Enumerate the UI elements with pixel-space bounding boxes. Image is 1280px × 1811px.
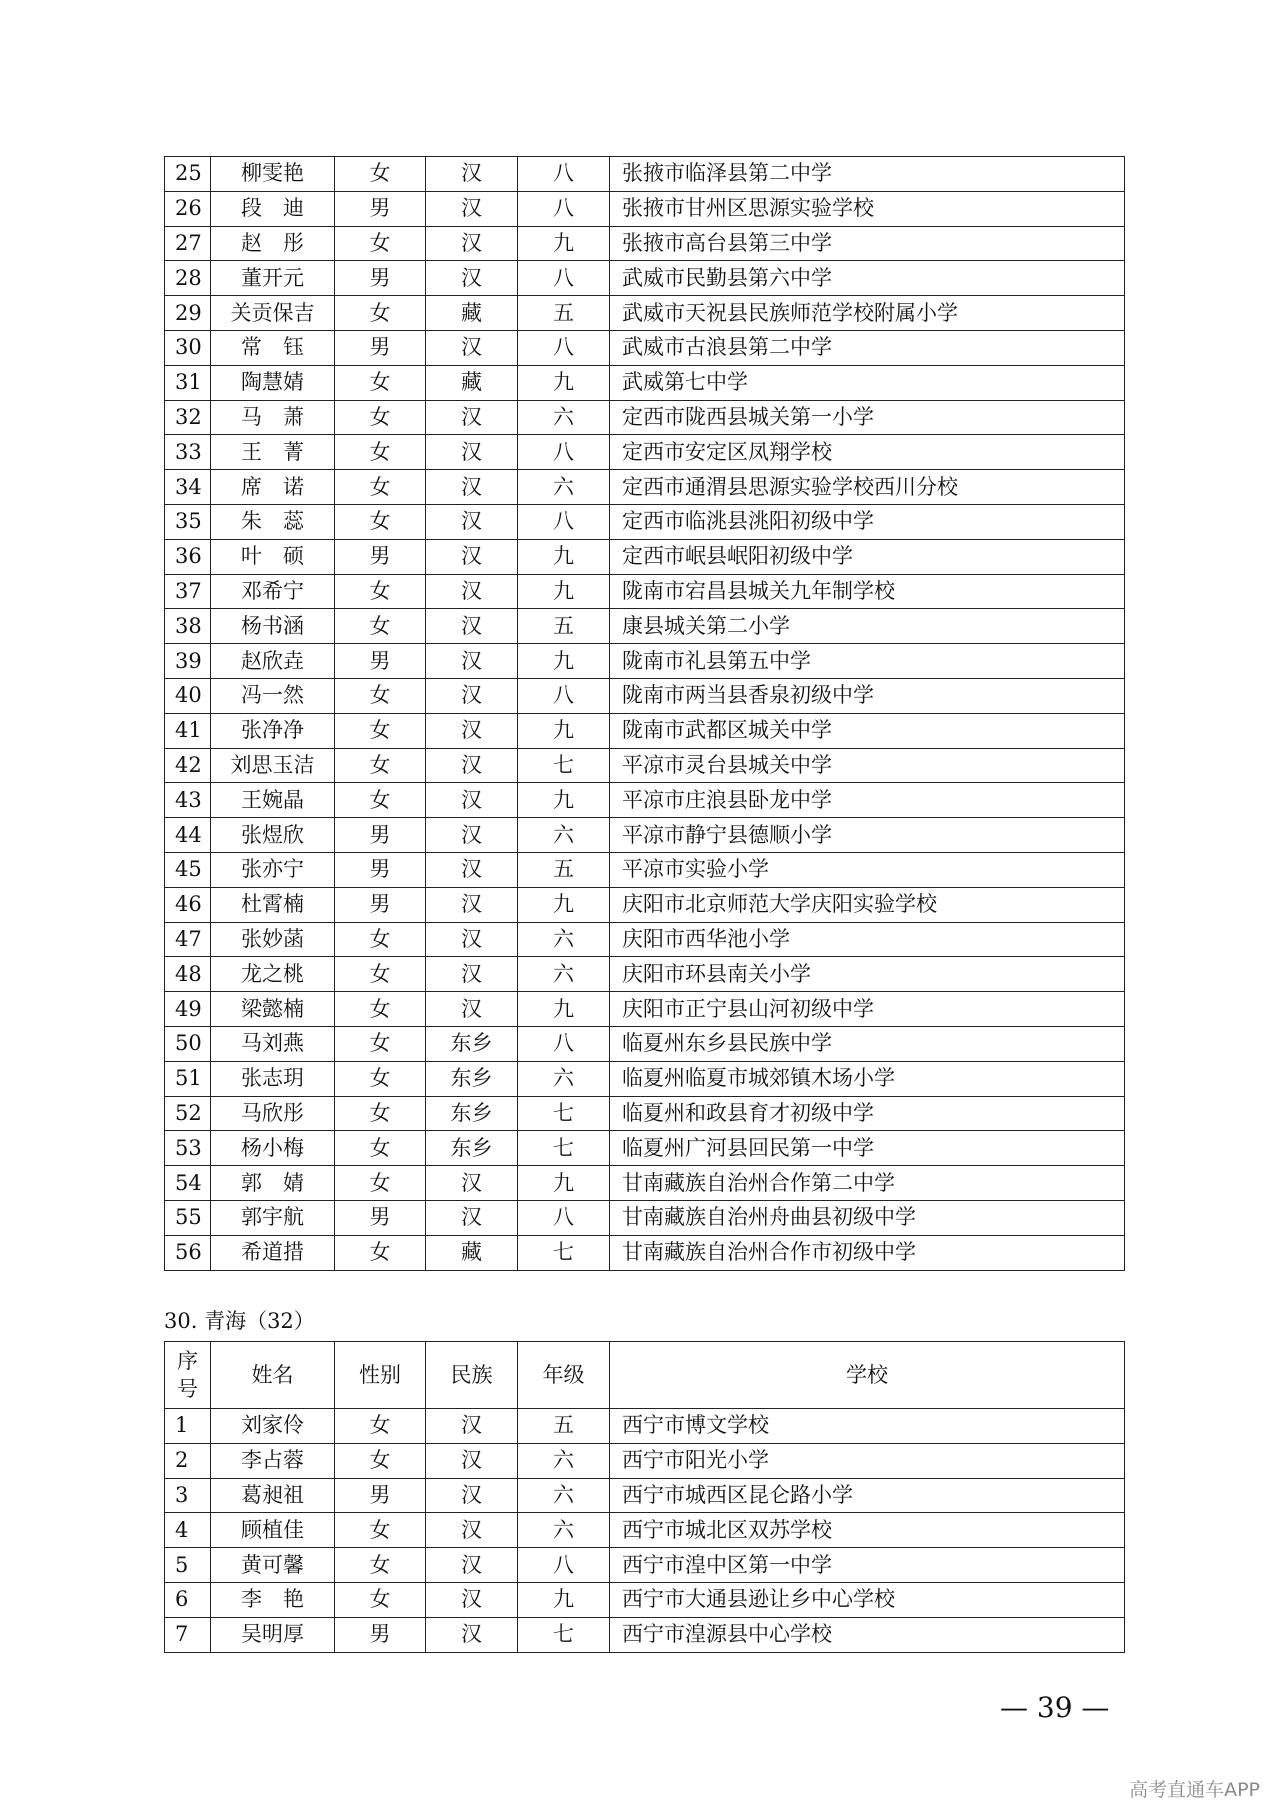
ethnicity-cell: 汉 bbox=[426, 330, 518, 365]
gender-cell: 女 bbox=[335, 1513, 426, 1548]
table-row bbox=[165, 1478, 1125, 1513]
seq-cell: 2 bbox=[165, 1443, 211, 1478]
gender-cell: 女 bbox=[335, 365, 426, 400]
seq-cell: 31 bbox=[165, 365, 211, 400]
school-cell: 平凉市实验小学 bbox=[610, 852, 1125, 887]
gender-cell: 男 bbox=[335, 852, 426, 887]
ethnicity-cell: 汉 bbox=[426, 818, 518, 853]
table-row bbox=[165, 539, 1125, 574]
school-cell: 陇南市礼县第五中学 bbox=[610, 644, 1125, 679]
gender-cell: 男 bbox=[335, 887, 426, 922]
seq-cell: 36 bbox=[165, 539, 211, 574]
grade-cell: 六 bbox=[518, 1513, 610, 1548]
ethnicity-cell: 东乡 bbox=[426, 1026, 518, 1061]
gender-cell: 女 bbox=[335, 783, 426, 818]
ethnicity-cell: 东乡 bbox=[426, 1131, 518, 1166]
ethnicity-cell: 汉 bbox=[426, 783, 518, 818]
school-cell: 庆阳市北京师范大学庆阳实验学校 bbox=[610, 887, 1125, 922]
gender-cell: 女 bbox=[335, 609, 426, 644]
school-cell: 临夏州和政县育才初级中学 bbox=[610, 1096, 1125, 1131]
ethnicity-cell: 汉 bbox=[426, 435, 518, 470]
school-cell: 武威市民勤县第六中学 bbox=[610, 261, 1125, 296]
gender-cell: 女 bbox=[335, 157, 426, 192]
school-cell: 庆阳市环县南关小学 bbox=[610, 957, 1125, 992]
seq-cell: 41 bbox=[165, 713, 211, 748]
name-cell: 郭 婧 bbox=[211, 1166, 335, 1201]
name-cell: 陶慧婧 bbox=[211, 365, 335, 400]
seq-cell: 1 bbox=[165, 1409, 211, 1444]
school-cell: 甘南藏族自治州合作市初级中学 bbox=[610, 1235, 1125, 1270]
name-cell: 吴明厚 bbox=[211, 1617, 335, 1652]
name-cell: 李占蓉 bbox=[211, 1443, 335, 1478]
school-cell: 陇南市两当县香泉初级中学 bbox=[610, 678, 1125, 713]
grade-cell: 八 bbox=[518, 1548, 610, 1583]
grade-cell: 九 bbox=[518, 365, 610, 400]
name-cell: 关贡保吉 bbox=[211, 296, 335, 331]
seq-cell: 37 bbox=[165, 574, 211, 609]
name-cell: 常 钰 bbox=[211, 330, 335, 365]
school-cell: 陇南市宕昌县城关九年制学校 bbox=[610, 574, 1125, 609]
grade-cell: 五 bbox=[518, 609, 610, 644]
grade-cell: 六 bbox=[518, 922, 610, 957]
header-seq-line2: 号 bbox=[177, 1377, 198, 1401]
gender-cell: 男 bbox=[335, 261, 426, 296]
school-cell: 西宁市城西区昆仑路小学 bbox=[610, 1478, 1125, 1513]
name-cell: 张煜欣 bbox=[211, 818, 335, 853]
ethnicity-cell: 汉 bbox=[426, 574, 518, 609]
grade-cell: 八 bbox=[518, 1200, 610, 1235]
ethnicity-cell: 汉 bbox=[426, 678, 518, 713]
name-cell: 杨小梅 bbox=[211, 1131, 335, 1166]
table-row bbox=[165, 644, 1125, 679]
grade-cell: 六 bbox=[518, 818, 610, 853]
name-cell: 杜霄楠 bbox=[211, 887, 335, 922]
page-number: — 39 — bbox=[1000, 1691, 1110, 1724]
name-cell: 张志玥 bbox=[211, 1061, 335, 1096]
seq-cell: 43 bbox=[165, 783, 211, 818]
gender-cell: 男 bbox=[335, 818, 426, 853]
gender-cell: 男 bbox=[335, 1617, 426, 1652]
gender-cell: 女 bbox=[335, 1131, 426, 1166]
header-grade: 年级 bbox=[518, 1342, 610, 1409]
seq-cell: 46 bbox=[165, 887, 211, 922]
school-cell: 甘南藏族自治州合作第二中学 bbox=[610, 1166, 1125, 1201]
table-row bbox=[165, 609, 1125, 644]
ethnicity-cell: 汉 bbox=[426, 191, 518, 226]
ethnicity-cell: 汉 bbox=[426, 261, 518, 296]
header-gender: 性别 bbox=[335, 1342, 426, 1409]
seq-cell: 30 bbox=[165, 330, 211, 365]
school-cell: 临夏州广河县回民第一中学 bbox=[610, 1131, 1125, 1166]
name-cell: 朱 蕊 bbox=[211, 504, 335, 539]
table-row bbox=[165, 330, 1125, 365]
ethnicity-cell: 汉 bbox=[426, 1200, 518, 1235]
grade-cell: 九 bbox=[518, 887, 610, 922]
header-seq-line1: 序 bbox=[177, 1348, 198, 1373]
ethnicity-cell: 汉 bbox=[426, 470, 518, 505]
school-cell: 临夏州临夏市城郊镇木场小学 bbox=[610, 1061, 1125, 1096]
gender-cell: 女 bbox=[335, 435, 426, 470]
table-row bbox=[165, 1582, 1125, 1617]
table-row bbox=[165, 1235, 1125, 1270]
name-cell: 邓希宁 bbox=[211, 574, 335, 609]
grade-cell: 九 bbox=[518, 644, 610, 679]
ethnicity-cell: 东乡 bbox=[426, 1061, 518, 1096]
name-cell: 张妙菡 bbox=[211, 922, 335, 957]
seq-cell: 26 bbox=[165, 191, 211, 226]
ethnicity-cell: 藏 bbox=[426, 296, 518, 331]
qinghai-student-table-body bbox=[165, 1409, 1125, 1653]
table-row bbox=[165, 226, 1125, 261]
section-heading: 30. 青海（32） bbox=[164, 1309, 315, 1333]
grade-cell: 六 bbox=[518, 1061, 610, 1096]
grade-cell: 八 bbox=[518, 261, 610, 296]
ethnicity-cell: 东乡 bbox=[426, 1096, 518, 1131]
school-cell: 武威第七中学 bbox=[610, 365, 1125, 400]
seq-cell: 29 bbox=[165, 296, 211, 331]
grade-cell: 七 bbox=[518, 748, 610, 783]
ethnicity-cell: 汉 bbox=[426, 1166, 518, 1201]
grade-cell: 六 bbox=[518, 470, 610, 505]
gender-cell: 女 bbox=[335, 1409, 426, 1444]
table-row bbox=[165, 992, 1125, 1027]
ethnicity-cell: 汉 bbox=[426, 748, 518, 783]
ethnicity-cell: 汉 bbox=[426, 1617, 518, 1652]
seq-cell: 40 bbox=[165, 678, 211, 713]
name-cell: 柳雯艳 bbox=[211, 157, 335, 192]
table-row bbox=[165, 470, 1125, 505]
ethnicity-cell: 汉 bbox=[426, 852, 518, 887]
ethnicity-cell: 汉 bbox=[426, 609, 518, 644]
seq-cell: 45 bbox=[165, 852, 211, 887]
grade-cell: 八 bbox=[518, 1026, 610, 1061]
table-row bbox=[165, 157, 1125, 192]
grade-cell: 八 bbox=[518, 330, 610, 365]
ethnicity-cell: 汉 bbox=[426, 1478, 518, 1513]
ethnicity-cell: 汉 bbox=[426, 400, 518, 435]
grade-cell: 六 bbox=[518, 957, 610, 992]
name-cell: 王 菁 bbox=[211, 435, 335, 470]
table-row bbox=[165, 748, 1125, 783]
gender-cell: 女 bbox=[335, 713, 426, 748]
ethnicity-cell: 汉 bbox=[426, 957, 518, 992]
seq-cell: 5 bbox=[165, 1548, 211, 1583]
grade-cell: 八 bbox=[518, 157, 610, 192]
name-cell: 董开元 bbox=[211, 261, 335, 296]
seq-cell: 27 bbox=[165, 226, 211, 261]
seq-cell: 35 bbox=[165, 504, 211, 539]
seq-cell: 7 bbox=[165, 1617, 211, 1652]
gender-cell: 女 bbox=[335, 992, 426, 1027]
watermark-text: 高考直通车APP bbox=[1129, 1779, 1260, 1801]
table-row bbox=[165, 922, 1125, 957]
name-cell: 李 艳 bbox=[211, 1582, 335, 1617]
ethnicity-cell: 汉 bbox=[426, 504, 518, 539]
seq-cell: 49 bbox=[165, 992, 211, 1027]
table-row bbox=[165, 1513, 1125, 1548]
school-cell: 西宁市阳光小学 bbox=[610, 1443, 1125, 1478]
ethnicity-cell: 汉 bbox=[426, 226, 518, 261]
seq-cell: 53 bbox=[165, 1131, 211, 1166]
table-row bbox=[165, 296, 1125, 331]
table-row bbox=[165, 957, 1125, 992]
gender-cell: 女 bbox=[335, 504, 426, 539]
table-row bbox=[165, 365, 1125, 400]
gender-cell: 男 bbox=[335, 191, 426, 226]
school-cell: 康县城关第二小学 bbox=[610, 609, 1125, 644]
table-row bbox=[165, 1096, 1125, 1131]
name-cell: 赵欣垚 bbox=[211, 644, 335, 679]
name-cell: 龙之桃 bbox=[211, 957, 335, 992]
table-row bbox=[165, 678, 1125, 713]
table-row bbox=[165, 1409, 1125, 1444]
school-cell: 平凉市庄浪县卧龙中学 bbox=[610, 783, 1125, 818]
gender-cell: 女 bbox=[335, 1443, 426, 1478]
gender-cell: 女 bbox=[335, 1096, 426, 1131]
gender-cell: 男 bbox=[335, 1478, 426, 1513]
name-cell: 赵 彤 bbox=[211, 226, 335, 261]
table-header-row bbox=[165, 1342, 1125, 1409]
table-row bbox=[165, 400, 1125, 435]
school-cell: 张掖市临泽县第二中学 bbox=[610, 157, 1125, 192]
school-cell: 庆阳市西华池小学 bbox=[610, 922, 1125, 957]
name-cell: 席 诺 bbox=[211, 470, 335, 505]
gender-cell: 女 bbox=[335, 748, 426, 783]
gender-cell: 女 bbox=[335, 1061, 426, 1096]
grade-cell: 九 bbox=[518, 226, 610, 261]
table-row bbox=[165, 1026, 1125, 1061]
grade-cell: 六 bbox=[518, 1443, 610, 1478]
grade-cell: 七 bbox=[518, 1617, 610, 1652]
grade-cell: 八 bbox=[518, 678, 610, 713]
gender-cell: 女 bbox=[335, 400, 426, 435]
seq-cell: 44 bbox=[165, 818, 211, 853]
school-cell: 武威市天祝县民族师范学校附属小学 bbox=[610, 296, 1125, 331]
name-cell: 郭宇航 bbox=[211, 1200, 335, 1235]
seq-cell: 47 bbox=[165, 922, 211, 957]
name-cell: 刘思玉洁 bbox=[211, 748, 335, 783]
gender-cell: 男 bbox=[335, 644, 426, 679]
name-cell: 段 迪 bbox=[211, 191, 335, 226]
grade-cell: 七 bbox=[518, 1096, 610, 1131]
seq-cell: 38 bbox=[165, 609, 211, 644]
school-cell: 陇南市武都区城关中学 bbox=[610, 713, 1125, 748]
school-cell: 临夏州东乡县民族中学 bbox=[610, 1026, 1125, 1061]
school-cell: 张掖市高台县第三中学 bbox=[610, 226, 1125, 261]
gender-cell: 男 bbox=[335, 330, 426, 365]
grade-cell: 五 bbox=[518, 296, 610, 331]
table-row bbox=[165, 1200, 1125, 1235]
school-cell: 张掖市甘州区思源实验学校 bbox=[610, 191, 1125, 226]
ethnicity-cell: 汉 bbox=[426, 1513, 518, 1548]
seq-cell: 6 bbox=[165, 1582, 211, 1617]
ethnicity-cell: 藏 bbox=[426, 365, 518, 400]
name-cell: 顾植佳 bbox=[211, 1513, 335, 1548]
grade-cell: 九 bbox=[518, 992, 610, 1027]
table-row bbox=[165, 504, 1125, 539]
name-cell: 刘家伶 bbox=[211, 1409, 335, 1444]
name-cell: 马欣彤 bbox=[211, 1096, 335, 1131]
header-school: 学校 bbox=[610, 1342, 1125, 1409]
header-name: 姓名 bbox=[211, 1342, 335, 1409]
ethnicity-cell: 汉 bbox=[426, 713, 518, 748]
ethnicity-cell: 藏 bbox=[426, 1235, 518, 1270]
header-ethnicity: 民族 bbox=[426, 1342, 518, 1409]
school-cell: 定西市岷县岷阳初级中学 bbox=[610, 539, 1125, 574]
seq-cell: 4 bbox=[165, 1513, 211, 1548]
school-cell: 定西市安定区凤翔学校 bbox=[610, 435, 1125, 470]
table-row bbox=[165, 713, 1125, 748]
school-cell: 平凉市灵台县城关中学 bbox=[610, 748, 1125, 783]
name-cell: 张亦宁 bbox=[211, 852, 335, 887]
gender-cell: 女 bbox=[335, 296, 426, 331]
seq-cell: 25 bbox=[165, 157, 211, 192]
table-row bbox=[165, 852, 1125, 887]
table-row bbox=[165, 1061, 1125, 1096]
name-cell: 葛昶祖 bbox=[211, 1478, 335, 1513]
grade-cell: 七 bbox=[518, 1235, 610, 1270]
grade-cell: 五 bbox=[518, 852, 610, 887]
name-cell: 张净净 bbox=[211, 713, 335, 748]
seq-cell: 3 bbox=[165, 1478, 211, 1513]
grade-cell: 六 bbox=[518, 400, 610, 435]
seq-cell: 42 bbox=[165, 748, 211, 783]
grade-cell: 七 bbox=[518, 1131, 610, 1166]
ethnicity-cell: 汉 bbox=[426, 539, 518, 574]
table-row bbox=[165, 818, 1125, 853]
grade-cell: 八 bbox=[518, 504, 610, 539]
table-row bbox=[165, 783, 1125, 818]
grade-cell: 九 bbox=[518, 1582, 610, 1617]
seq-cell: 55 bbox=[165, 1200, 211, 1235]
school-cell: 西宁市博文学校 bbox=[610, 1409, 1125, 1444]
school-cell: 西宁市湟源县中心学校 bbox=[610, 1617, 1125, 1652]
table-row bbox=[165, 887, 1125, 922]
table-row bbox=[165, 191, 1125, 226]
student-table-continued bbox=[164, 156, 1125, 1271]
header-seq bbox=[165, 1342, 211, 1409]
seq-cell: 52 bbox=[165, 1096, 211, 1131]
gender-cell: 女 bbox=[335, 1582, 426, 1617]
qinghai-student-table bbox=[164, 1341, 1125, 1653]
name-cell: 黄可馨 bbox=[211, 1548, 335, 1583]
gender-cell: 女 bbox=[335, 1166, 426, 1201]
school-cell: 武威市古浪县第二中学 bbox=[610, 330, 1125, 365]
school-cell: 定西市临洮县洮阳初级中学 bbox=[610, 504, 1125, 539]
seq-cell: 51 bbox=[165, 1061, 211, 1096]
gender-cell: 女 bbox=[335, 226, 426, 261]
seq-cell: 54 bbox=[165, 1166, 211, 1201]
gender-cell: 女 bbox=[335, 957, 426, 992]
ethnicity-cell: 汉 bbox=[426, 922, 518, 957]
seq-cell: 34 bbox=[165, 470, 211, 505]
seq-cell: 32 bbox=[165, 400, 211, 435]
gender-cell: 男 bbox=[335, 1200, 426, 1235]
seq-cell: 56 bbox=[165, 1235, 211, 1270]
name-cell: 希道措 bbox=[211, 1235, 335, 1270]
ethnicity-cell: 汉 bbox=[426, 887, 518, 922]
gender-cell: 女 bbox=[335, 922, 426, 957]
grade-cell: 九 bbox=[518, 574, 610, 609]
seq-cell: 28 bbox=[165, 261, 211, 296]
table-row bbox=[165, 1131, 1125, 1166]
name-cell: 马刘燕 bbox=[211, 1026, 335, 1061]
gender-cell: 女 bbox=[335, 678, 426, 713]
seq-cell: 48 bbox=[165, 957, 211, 992]
name-cell: 梁懿楠 bbox=[211, 992, 335, 1027]
table-row bbox=[165, 1617, 1125, 1652]
ethnicity-cell: 汉 bbox=[426, 644, 518, 679]
gender-cell: 女 bbox=[335, 470, 426, 505]
school-cell: 定西市陇西县城关第一小学 bbox=[610, 400, 1125, 435]
table-row bbox=[165, 1443, 1125, 1478]
table-row bbox=[165, 1548, 1125, 1583]
school-cell: 西宁市城北区双苏学校 bbox=[610, 1513, 1125, 1548]
grade-cell: 九 bbox=[518, 783, 610, 818]
gender-cell: 男 bbox=[335, 539, 426, 574]
school-cell: 平凉市静宁县德顺小学 bbox=[610, 818, 1125, 853]
gender-cell: 女 bbox=[335, 574, 426, 609]
student-table-continued-body bbox=[165, 157, 1125, 1271]
ethnicity-cell: 汉 bbox=[426, 1548, 518, 1583]
grade-cell: 六 bbox=[518, 1478, 610, 1513]
name-cell: 叶 硕 bbox=[211, 539, 335, 574]
ethnicity-cell: 汉 bbox=[426, 157, 518, 192]
school-cell: 西宁市大通县逊让乡中心学校 bbox=[610, 1582, 1125, 1617]
seq-cell: 33 bbox=[165, 435, 211, 470]
grade-cell: 八 bbox=[518, 435, 610, 470]
seq-cell: 50 bbox=[165, 1026, 211, 1061]
gender-cell: 女 bbox=[335, 1026, 426, 1061]
school-cell: 庆阳市正宁县山河初级中学 bbox=[610, 992, 1125, 1027]
school-cell: 甘南藏族自治州舟曲县初级中学 bbox=[610, 1200, 1125, 1235]
grade-cell: 九 bbox=[518, 1166, 610, 1201]
table-row bbox=[165, 435, 1125, 470]
gender-cell: 女 bbox=[335, 1548, 426, 1583]
school-cell: 定西市通渭县思源实验学校西川分校 bbox=[610, 470, 1125, 505]
ethnicity-cell: 汉 bbox=[426, 1409, 518, 1444]
ethnicity-cell: 汉 bbox=[426, 1582, 518, 1617]
table-row bbox=[165, 1166, 1125, 1201]
name-cell: 马 萧 bbox=[211, 400, 335, 435]
gender-cell: 女 bbox=[335, 1235, 426, 1270]
table-row bbox=[165, 574, 1125, 609]
grade-cell: 五 bbox=[518, 1409, 610, 1444]
table-row bbox=[165, 261, 1125, 296]
grade-cell: 八 bbox=[518, 191, 610, 226]
name-cell: 王婉晶 bbox=[211, 783, 335, 818]
name-cell: 冯一然 bbox=[211, 678, 335, 713]
grade-cell: 九 bbox=[518, 713, 610, 748]
school-cell: 西宁市湟中区第一中学 bbox=[610, 1548, 1125, 1583]
name-cell: 杨书涵 bbox=[211, 609, 335, 644]
grade-cell: 九 bbox=[518, 539, 610, 574]
seq-cell: 39 bbox=[165, 644, 211, 679]
ethnicity-cell: 汉 bbox=[426, 1443, 518, 1478]
ethnicity-cell: 汉 bbox=[426, 992, 518, 1027]
